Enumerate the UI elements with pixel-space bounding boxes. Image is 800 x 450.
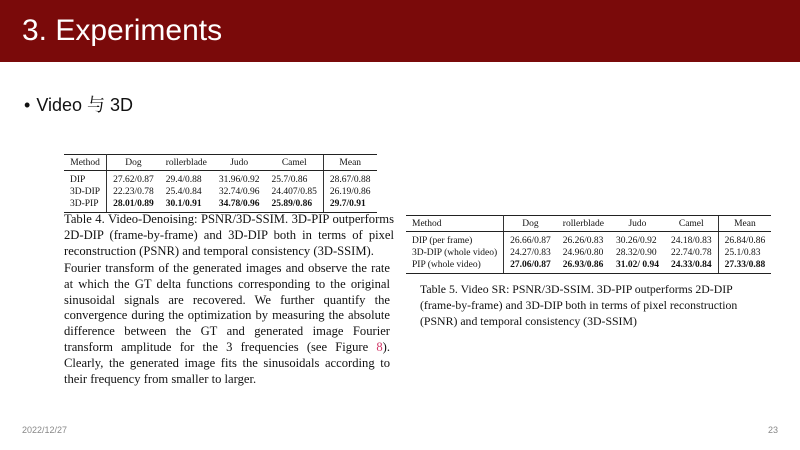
table-cell-best: 31.02/ 0.94: [610, 259, 665, 274]
paragraph-text: Fourier transform of the generated images and observe the rate at which the GT delta functions corresponding to the original sinusoidal signals are recovered. We further quantify the convergence during the optimization by measuring the absolute difference between the GT and generated image Fourier transform amplitude for the 3 frequencies (see Figure: [64, 261, 390, 354]
table-4-caption: Table 4. Video-Denoising: PSNR/3D-SSIM. 3D-PIP outperforms 2D-DIP (frame-by-frame) and 3D-DIP both in terms of pixel reconstruction (PSNR) and temporal consistency (3D-SSIM).: [64, 212, 394, 259]
table-cell: DIP: [64, 171, 107, 187]
table-cell-best: 29.7/0.91: [323, 198, 376, 213]
table-cell: PIP (whole video): [406, 259, 504, 274]
table-cell: 24.18/0.83: [670, 236, 712, 246]
table-header-cell: Method: [406, 216, 504, 232]
title-bar: [0, 0, 800, 62]
paper-paragraph: [64, 261, 390, 387]
slide-title: 3. Experiments: [22, 14, 223, 47]
table-header-cell: Camel: [665, 216, 718, 232]
table-header-cell: Judo: [610, 216, 665, 232]
table-cell: 24.407/0.85: [271, 187, 317, 197]
table-row: [406, 259, 771, 274]
table-header-cell: rollerblade: [557, 216, 610, 232]
table-cell: 26.66/0.87: [510, 236, 551, 246]
table-cell: 26.84/0.86: [718, 232, 771, 248]
table-cell: 31.96/0.92: [218, 175, 260, 185]
table-cell-best: 27.06/0.87: [504, 259, 557, 274]
table-5: [406, 215, 771, 274]
table-header-cell: Judo: [213, 155, 266, 171]
paragraph-text-end: ). Clearly, the generated image fits the sinusoidals according to their frequency from smaller to larger.: [64, 339, 390, 386]
table-cell: 25.7/0.86: [271, 175, 308, 185]
table-cell: 26.19/0.86: [323, 186, 376, 198]
table-cell-best: 24.33/0.84: [665, 259, 718, 274]
bullet-dot: •: [24, 95, 31, 115]
table-row: [406, 247, 771, 259]
table-cell-best: 28.01/0.89: [107, 198, 160, 213]
table-cell: 26.26/0.83: [562, 236, 604, 246]
table-cell: 24.96/0.80: [562, 248, 604, 258]
table-cell: 28.32/0.90: [615, 248, 657, 258]
table-cell: 25.1/0.83: [718, 247, 771, 259]
table-header-row: [406, 216, 771, 232]
table-cell: 32.74/0.96: [218, 187, 260, 197]
table-cell-best: 34.78/0.96: [213, 198, 266, 213]
table-cell: DIP (per frame): [406, 232, 504, 248]
footer-date: 2022/12/27: [22, 425, 68, 435]
table-4: [64, 154, 377, 213]
table-cell: 30.26/0.92: [615, 236, 657, 246]
table-cell-best: 30.1/0.91: [160, 198, 213, 213]
table-cell: 22.23/0.78: [113, 187, 154, 197]
table-row: [64, 186, 377, 198]
table-header-cell: Method: [64, 155, 107, 171]
page-number: 23: [767, 425, 778, 435]
table-header-row: [64, 155, 377, 171]
table-cell: 3D-DIP (whole video): [406, 247, 504, 259]
table-cell: 3D-PIP: [64, 198, 107, 213]
table-cell: 24.27/0.83: [510, 248, 551, 258]
table-header-cell: rollerblade: [160, 155, 213, 171]
table-cell: 22.74/0.78: [670, 248, 712, 258]
bullet-text: Video 与 3D: [36, 95, 134, 115]
table-cell-best: 27.33/0.88: [718, 259, 771, 274]
table-cell-best: 25.89/0.86: [266, 198, 324, 213]
figure-reference-link[interactable]: 8: [376, 339, 383, 354]
table-cell: 25.4/0.84: [165, 187, 202, 197]
table-row: [64, 171, 377, 187]
table-cell: 27.62/0.87: [113, 175, 154, 185]
table-header-cell: Camel: [266, 155, 324, 171]
bullet-item: [24, 91, 133, 117]
table-row: [406, 232, 771, 248]
table-cell: 29.4/0.88: [165, 175, 202, 185]
table-cell: 3D-DIP: [64, 186, 107, 198]
table-cell: 28.67/0.88: [323, 171, 376, 187]
table-5-caption: Table 5. Video SR: PSNR/3D-SSIM. 3D-PIP outperforms 2D-DIP (frame-by-frame) and 3D-DIP both in terms of pixel reconstruction (PSNR) and temporal consistency (3D-SSIM): [420, 282, 738, 328]
table-cell-best: 26.93/0.86: [557, 259, 610, 274]
table-header-cell: Dog: [107, 155, 160, 171]
table-header-cell: Mean: [718, 216, 771, 232]
table-header-cell: Mean: [323, 155, 376, 171]
table-header-cell: Dog: [504, 216, 557, 232]
